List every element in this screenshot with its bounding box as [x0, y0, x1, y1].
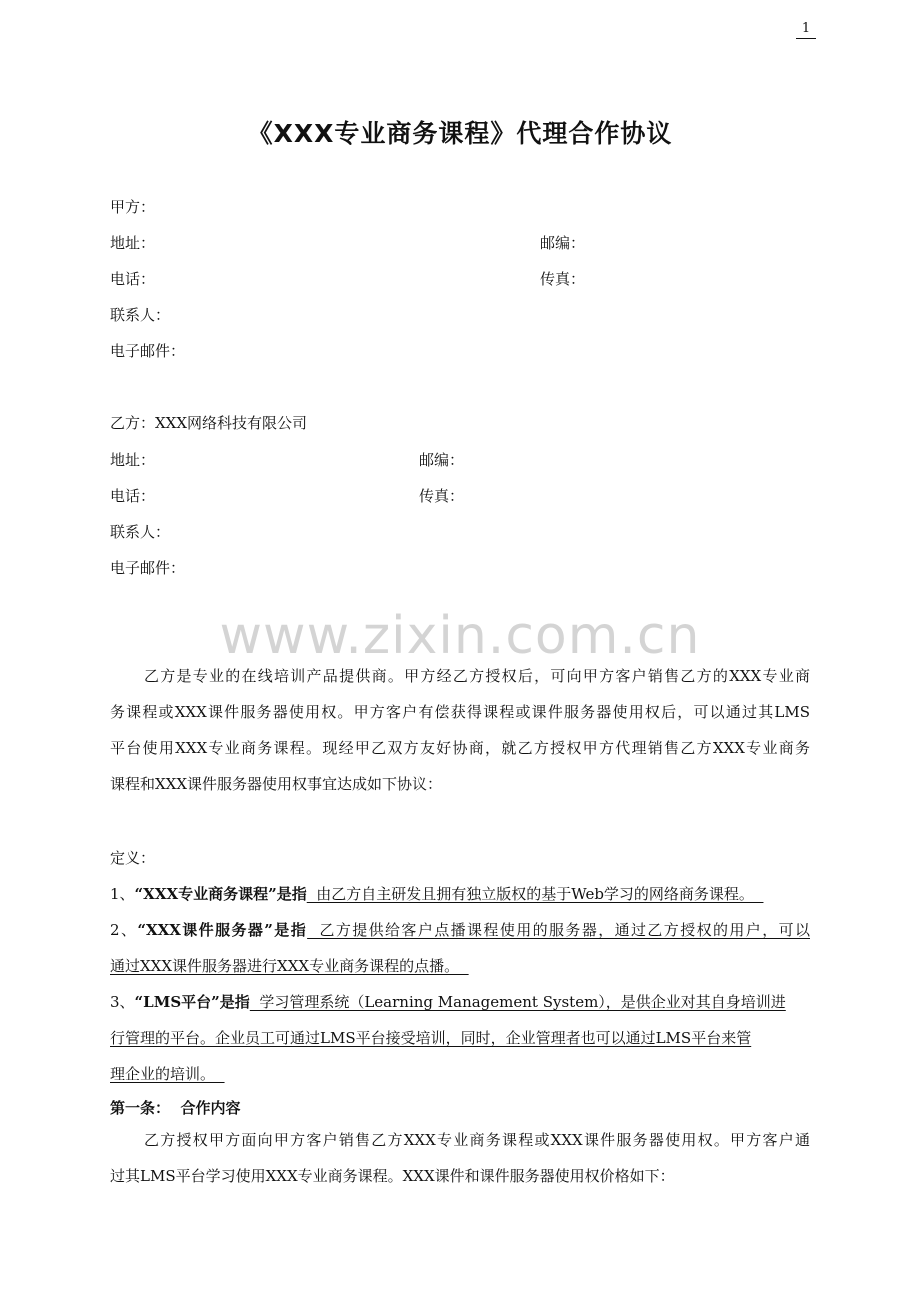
definition-text: 乙方提供给客户点播课程使用的服务器，通过乙方授权的用户，可以 — [307, 921, 810, 939]
definition-term: “XXX专业商务课程”是指 — [134, 885, 307, 903]
intro-line: 课程和XXX课件服务器使用权事宜达成如下协议： — [110, 775, 443, 793]
party-a-fax-label: 传真： — [540, 270, 586, 288]
definition-text: 理企业的培训。 — [110, 1065, 225, 1083]
definition-item — [110, 984, 810, 1092]
party-b-contact-label: 联系人： — [110, 523, 171, 541]
party-a-label: 甲方： — [110, 198, 156, 216]
document-title: 《XXX专业商务课程》代理合作协议 — [247, 119, 673, 148]
party-b-email-label: 电子邮件： — [110, 559, 186, 577]
definition-term: “XXX课件服务器”是指 — [137, 921, 308, 939]
party-a-phone-label: 电话： — [110, 270, 156, 288]
definitions-heading: 定义： — [110, 849, 156, 867]
intro-paragraph — [110, 658, 810, 802]
article-1-line: 过其LMS平台学习使用XXX专业商务课程。XXX课件和课件服务器使用权价格如下： — [110, 1167, 675, 1185]
intro-line: 务课程或XXX课件服务器使用权。甲方客户有偿获得课程或课件服务器使用权后，可以通过其LMS — [110, 703, 810, 721]
party-b-phone-label: 电话： — [110, 487, 156, 505]
party-b-postcode-label: 邮编： — [419, 451, 465, 469]
party-a-email-label: 电子邮件： — [110, 342, 186, 360]
definition-term: “LMS平台”是指 — [134, 993, 250, 1011]
article-1-line: 乙方授权甲方面向甲方客户销售乙方XXX专业商务课程或XXX课件服务器使用权。甲方客户通 — [144, 1131, 810, 1149]
watermark: www.zixin.com.cn — [219, 606, 701, 666]
definition-text: 由乙方自主研发且拥有独立版权的基于Web学习的网络商务课程。 — [306, 885, 764, 903]
definition-text: 学习管理系统（Learning Management System），是供企业对其自身培训进 — [249, 993, 786, 1011]
definition-text: 通过XXX课件服务器进行XXX专业商务课程的点播。 — [110, 957, 469, 975]
definition-number: 2、 — [110, 921, 138, 939]
party-b-address-label: 地址： — [110, 451, 156, 469]
party-b-fax-label: 传真： — [419, 487, 465, 505]
definition-number: 3、 — [110, 993, 135, 1011]
intro-line: 乙方是专业的在线培训产品提供商。甲方经乙方授权后，可向甲方客户销售乙方的XXX专业商 — [144, 667, 810, 685]
party-a-address-label: 地址： — [110, 234, 156, 252]
definition-number: 1、 — [110, 885, 135, 903]
party-a-postcode-label: 邮编： — [540, 234, 586, 252]
intro-line: 平台使用XXX专业商务课程。现经甲乙双方友好协商，就乙方授权甲方代理销售乙方XXX专业商务 — [110, 739, 810, 757]
party-b-label: 乙方：XXX网络科技有限公司 — [110, 414, 308, 432]
definition-item — [110, 876, 810, 912]
article-1-paragraph — [110, 1122, 810, 1194]
definition-text: 行管理的平台。企业员工可通过LMS平台接受培训，同时，企业管理者也可以通过LMS平台来管 — [110, 1029, 752, 1047]
party-a-contact-label: 联系人： — [110, 306, 171, 324]
definition-item — [110, 912, 810, 984]
page-number: 1 — [796, 20, 816, 39]
article-1-heading: 第一条： 合作内容 — [110, 1099, 241, 1117]
